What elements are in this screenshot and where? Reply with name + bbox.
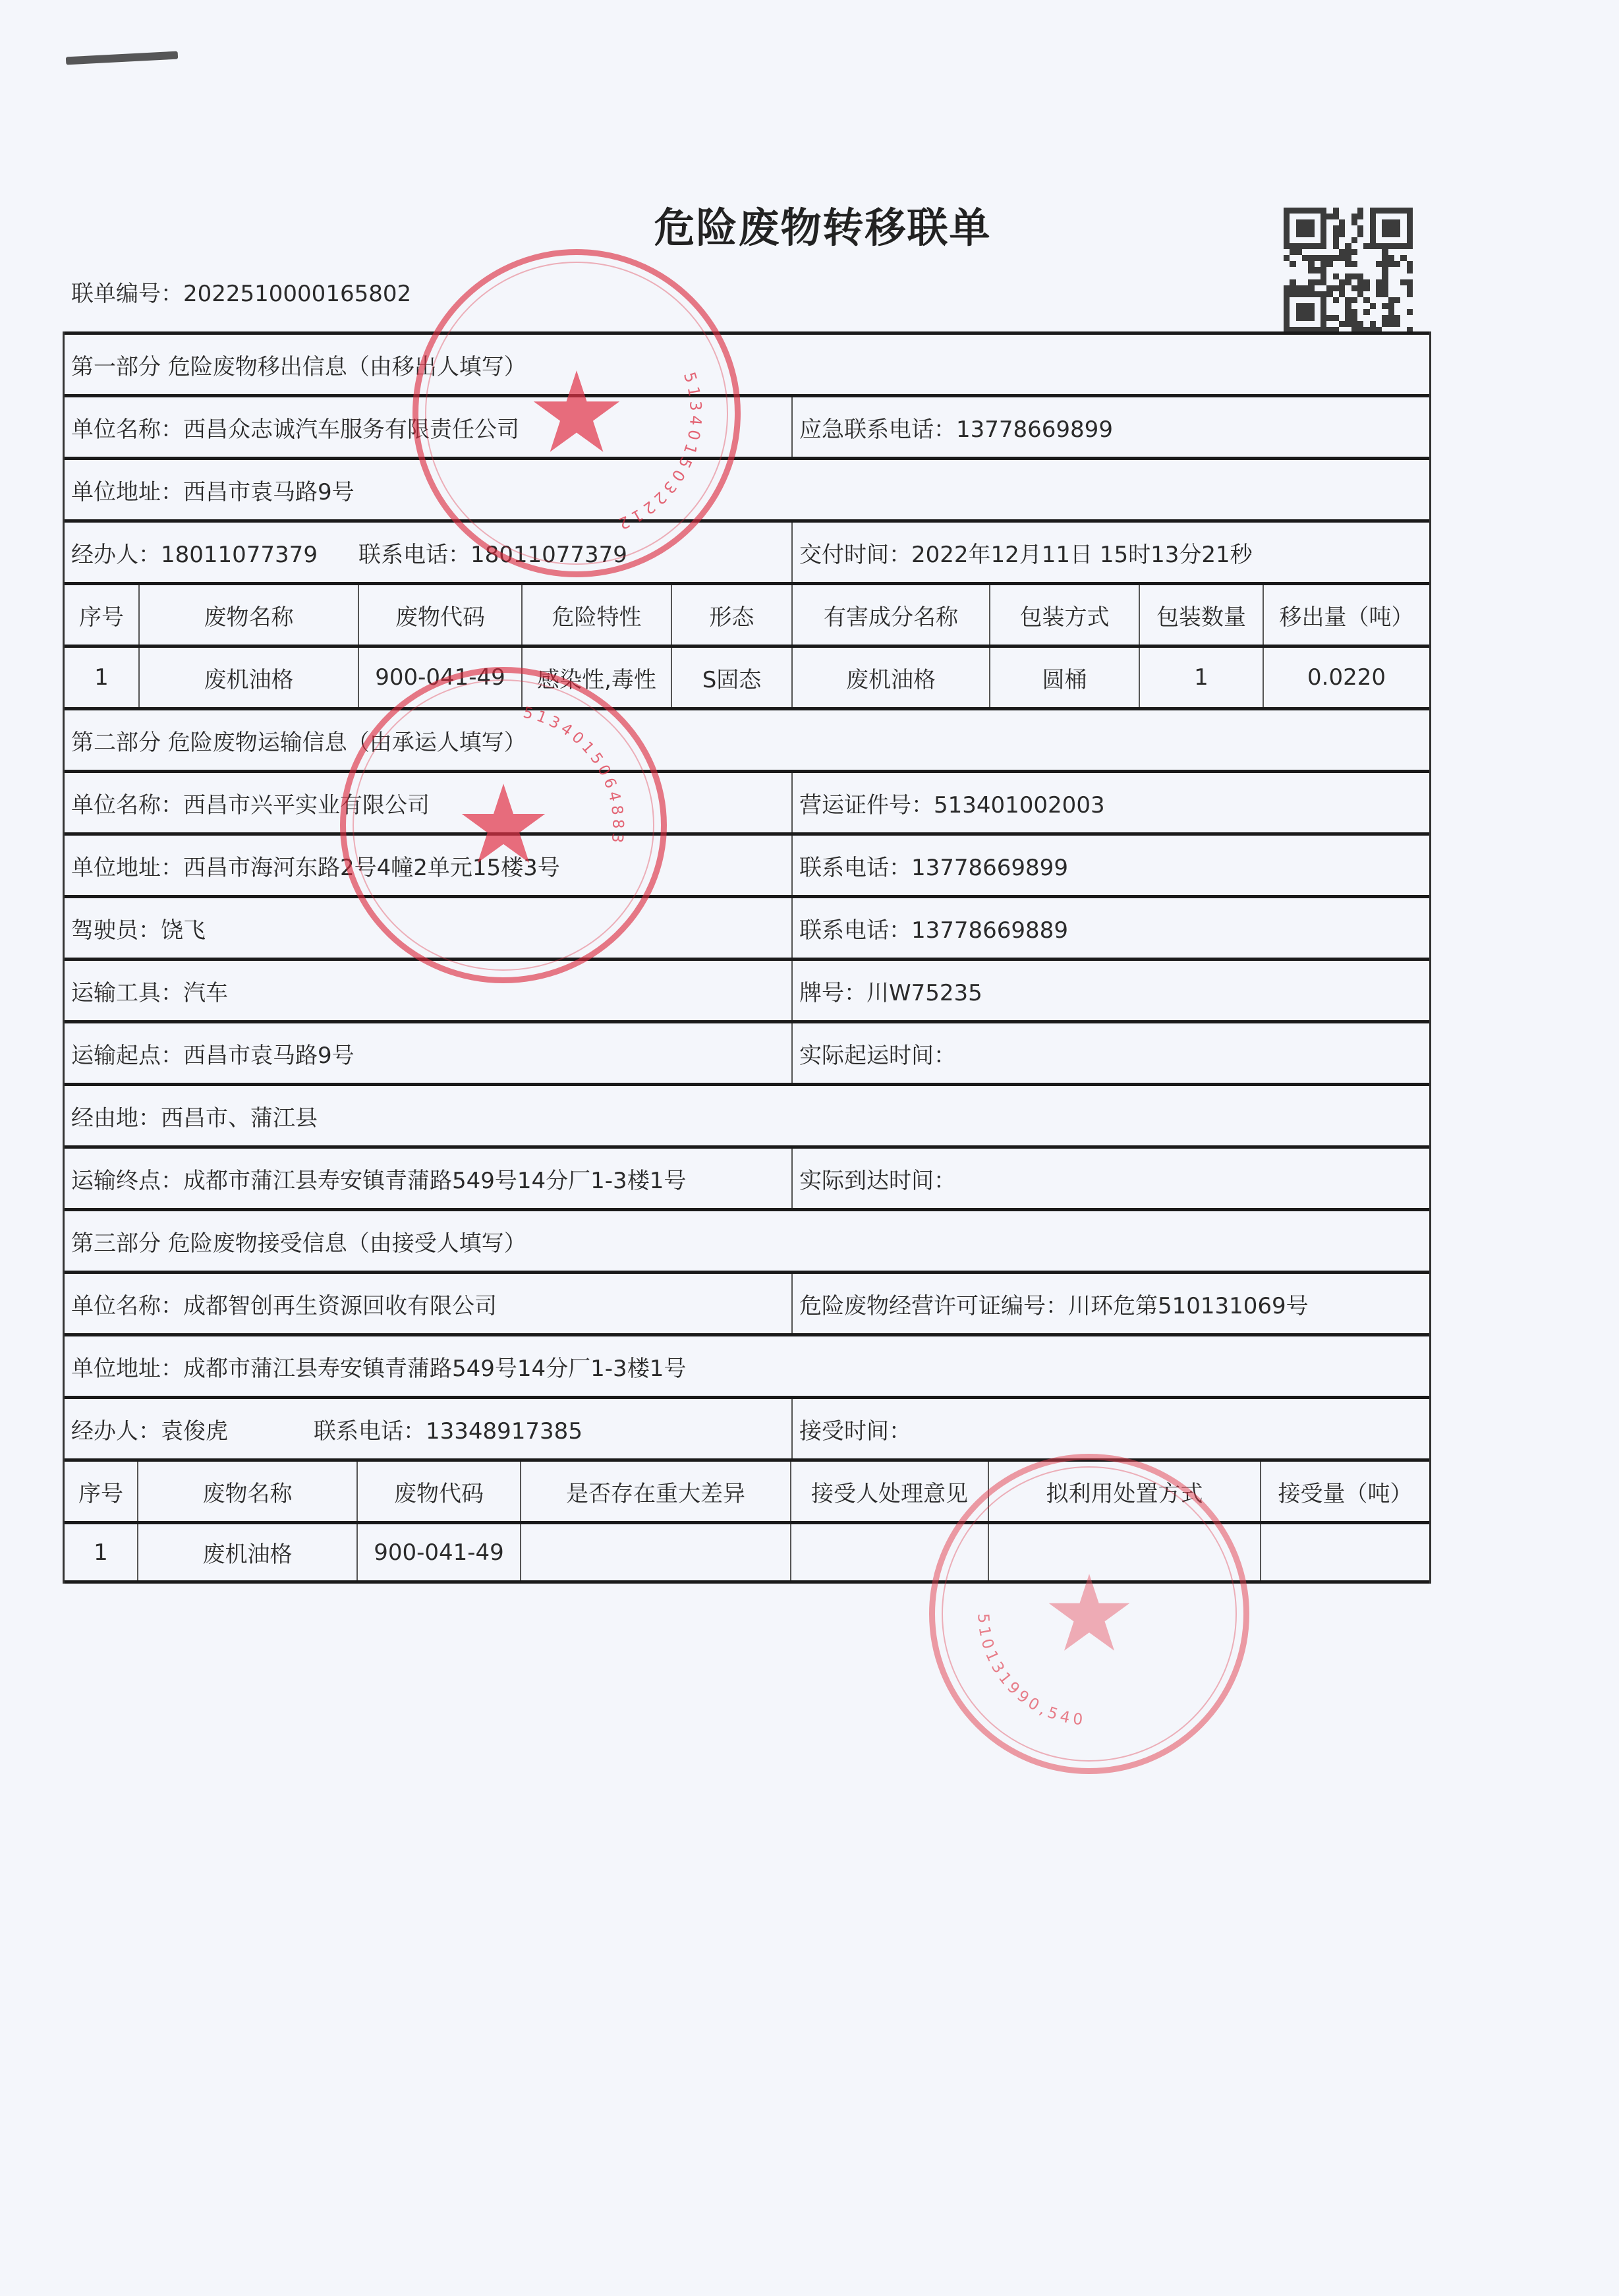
part1-header: 第一部分 危险废物移出信息（由移出人填写）: [71, 353, 526, 380]
part3-header-row: [65, 1208, 1429, 1271]
part2-driver: 驾驶员：饶飞: [71, 917, 206, 944]
col-header: 废物代码: [358, 585, 521, 645]
col-header: 接受人处理意见: [790, 1462, 988, 1521]
part3-handler: 经办人：袁俊虎: [71, 1418, 228, 1445]
svg-text:5134015032212: 5134015032212: [612, 370, 706, 534]
col-header: 包装方式: [989, 585, 1139, 645]
part3-unit-address: 单位地址：成都市蒲江县寿安镇青蒲路549号14分厂1-3楼1号: [71, 1355, 687, 1382]
document-title: 危险废物转移联单: [654, 204, 992, 252]
table-cell: 1: [94, 1539, 108, 1566]
part1-emergency-phone: 应急联系电话：13778669899: [791, 397, 1429, 457]
part1-header-row: [65, 331, 1429, 394]
table-cell: 废机油格: [137, 1524, 356, 1580]
col-header: 序号: [78, 1480, 123, 1507]
qr-code-icon: [1284, 208, 1413, 333]
part2-departure-time: 实际起运时间：: [791, 1023, 1429, 1083]
col-header: 危险特性: [521, 585, 671, 645]
table-cell: 0.0220: [1263, 648, 1429, 707]
table-cell: [1260, 1524, 1429, 1580]
part2-route-row: [65, 1083, 1429, 1145]
col-header: 移出量（吨）: [1263, 585, 1429, 645]
part1-unit-name: 单位名称：西昌众志诚汽车服务有限责任公司: [71, 416, 519, 443]
part2-destination: 运输终点：成都市蒲江县寿安镇青蒲路549号14分厂1-3楼1号: [71, 1167, 687, 1194]
serial-number: [71, 275, 411, 308]
part2-phone2: 联系电话：13778669889: [791, 898, 1429, 958]
col-header: 废物名称: [137, 1462, 356, 1521]
part3-handler-phone: 联系电话：13348917385: [314, 1418, 582, 1445]
part1-unit-row: [65, 394, 1429, 457]
table-cell: [988, 1524, 1260, 1580]
part2-unit-name: 单位名称：西昌市兴平实业有限公司: [71, 791, 430, 818]
part1-delivery-time: 交付时间：2022年12月11日 15时13分21秒: [791, 523, 1429, 582]
part1-handler-phone: 联系电话：18011077379: [358, 541, 627, 568]
svg-text:5134015064883: 5134015064883: [521, 704, 627, 847]
table-cell: S固态: [671, 648, 791, 707]
table-cell: 900-041-49: [358, 648, 521, 707]
part2-address-row: [65, 832, 1429, 895]
col-header: 接受量（吨）: [1260, 1462, 1429, 1521]
part3-handler-cell: [65, 1399, 791, 1458]
part2-driver-row: [65, 895, 1429, 958]
col-header: 包装数量: [1139, 585, 1263, 645]
serial-value: 2022510000165802: [183, 281, 412, 307]
part2-origin: 运输起点：西昌市袁马路9号: [71, 1042, 355, 1069]
table-cell: 废机油格: [791, 648, 989, 707]
table-cell: 1: [94, 664, 109, 691]
part2-route: 经由地：西昌市、蒲江县: [71, 1105, 318, 1132]
part2-header-row: [65, 707, 1429, 770]
table-cell: [520, 1524, 790, 1580]
part3-handler-row: [65, 1396, 1429, 1458]
part2-plate: 牌号：川W75235: [791, 961, 1429, 1020]
part2-vehicle: 运输工具：汽车: [71, 979, 228, 1006]
table-cell: 圆桶: [989, 648, 1139, 707]
part1-table-header: [65, 582, 1429, 645]
part2-license: 营运证件号：513401002003: [791, 773, 1429, 832]
part3-header: 第三部分 危险废物接受信息（由接受人填写）: [71, 1230, 526, 1257]
part3-table-header: [65, 1458, 1429, 1521]
table-cell: 感染性,毒性: [521, 648, 671, 707]
serial-label: 联单编号：: [71, 281, 183, 307]
part2-header: 第二部分 危险废物运输信息（由承运人填写）: [71, 729, 526, 756]
col-header: 拟利用处置方式: [988, 1462, 1260, 1521]
part1-handler-cell: [65, 523, 791, 582]
part2-arrival-time: 实际到达时间：: [791, 1149, 1429, 1208]
seal-star-icon: ★: [526, 348, 627, 478]
table-cell: 1: [1139, 648, 1263, 707]
col-header: 有害成分名称: [791, 585, 989, 645]
part1-handler: 经办人：18011077379: [71, 541, 318, 568]
scan-mark: [66, 51, 178, 65]
part2-origin-row: [65, 1020, 1429, 1083]
part2-phone1: 联系电话：13778669899: [791, 836, 1429, 895]
seal-star-icon: ★: [1042, 1552, 1137, 1675]
part3-receive-time: 接受时间：: [791, 1399, 1429, 1458]
part2-vehicle-row: [65, 958, 1429, 1020]
col-header: 废物代码: [356, 1462, 520, 1521]
col-header: 是否存在重大差异: [520, 1462, 790, 1521]
table-cell: 900-041-49: [356, 1524, 520, 1580]
seal-star-icon: ★: [455, 761, 552, 888]
col-header: 序号: [79, 604, 124, 631]
table-cell: [790, 1524, 988, 1580]
part3-address-row: [65, 1333, 1429, 1396]
table-row: [65, 645, 1429, 707]
transfer-form: [63, 331, 1431, 1584]
part3-unit-name: 单位名称：成都智创再生资源回收有限公司: [71, 1292, 497, 1319]
table-row: [65, 1521, 1429, 1584]
svg-text:510131990,540: 510131990,540: [974, 1613, 1088, 1729]
part1-address-row: [65, 457, 1429, 519]
part1-unit-address: 单位地址：西昌市袁马路9号: [71, 478, 355, 505]
col-header: 形态: [671, 585, 791, 645]
part3-permit: 危险废物经营许可证编号：川环危第510131069号: [791, 1274, 1429, 1333]
part2-destination-row: [65, 1145, 1429, 1208]
part2-unit-row: [65, 770, 1429, 832]
part3-unit-row: [65, 1271, 1429, 1333]
col-header: 废物名称: [138, 585, 358, 645]
part2-unit-address: 单位地址：西昌市海河东路2号4幢2单元15楼3号: [71, 854, 560, 881]
table-cell: 废机油格: [138, 648, 358, 707]
part1-handler-row: [65, 519, 1429, 582]
